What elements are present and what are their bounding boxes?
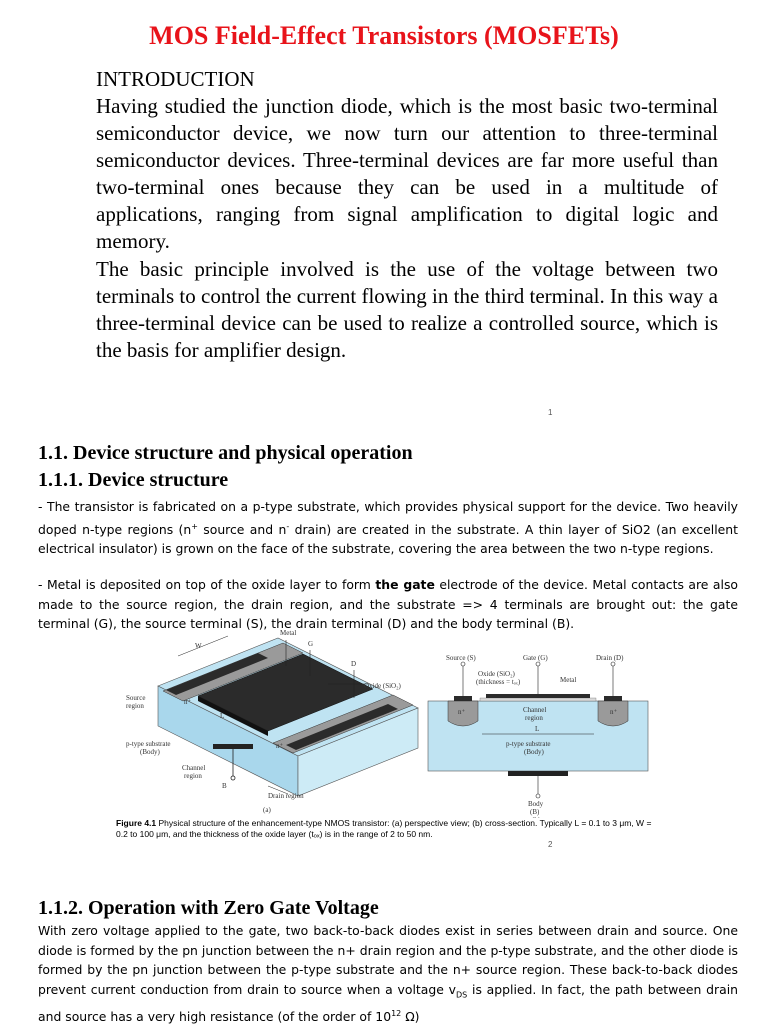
cross-section-view: [428, 654, 648, 818]
label-substrate-a: p-type substrate: [126, 740, 171, 748]
label-channel-a2: region: [184, 772, 202, 780]
label-nplus-a1: n⁺: [184, 698, 192, 706]
label-gate-g: Gate (G): [523, 654, 548, 662]
label-w: W: [195, 642, 202, 650]
label-body-b2: Body: [528, 800, 544, 808]
label-nplus-a2: n⁺: [276, 742, 284, 750]
mosfet-figure: [118, 626, 658, 818]
subsection-heading: 1.1.1. Device structure: [38, 469, 229, 491]
label-source-s: Source (S): [446, 654, 476, 662]
label-thickness: (thickness = tₒₓ): [476, 678, 521, 686]
intro-paragraph-1: Having studied the junction diode, which is the most basic two-terminal semiconductor device, we now turn our attention to three-terminal semiconductor devices. Three-terminal devices are far more useful than two-terminal ones because they can be used in a multitude of applications, ranging from signal amplification to digital logic and memory.: [96, 94, 718, 253]
label-g-a: G: [308, 640, 314, 648]
label-body-a: (Body): [140, 748, 160, 756]
label-nplus-b2: n⁺: [610, 708, 618, 716]
intro-heading: INTRODUCTION: [96, 67, 255, 91]
zero-gate-paragraph: With zero voltage applied to the gate, two back-to-back diodes exist in series between drain and source. One diode is formed by the pn junction between the n+ drain region and the p-type substrate, and the other diode is formed by the pn junction between the p-type substrate and the n+ source region. These back-to-back diodes prevent current conduction from drain to source when a voltage $v_{DS}$ is applied. In fact, the path between drain and source has a very high resistance (of the order of $10^{12}$ Ω): [38, 923, 739, 1025]
label-source-region: Source: [126, 694, 146, 702]
label-l-b: L: [535, 725, 540, 733]
page-number-2: 2: [548, 840, 553, 849]
mosfet-structure-diagram: [118, 626, 658, 818]
label-a: (a): [263, 806, 271, 814]
label-substrate-b: p-type substrate: [506, 740, 551, 748]
section-heading: 1.1. Device structure and physical operation: [38, 442, 413, 464]
label-b-b: (B): [530, 808, 540, 816]
label-oxide-a: Oxide (SiO₂): [364, 682, 401, 690]
label-metal-a: Metal: [280, 629, 297, 637]
label-b-a: B: [222, 782, 227, 790]
label-oxide-b: Oxide (SiO₂): [478, 670, 515, 678]
label-drain-region: Drain region: [268, 792, 304, 800]
label-d-a: D: [351, 660, 357, 668]
label-source-region-2: region: [126, 702, 144, 710]
label-nplus-b1: n⁺: [458, 708, 466, 716]
slide-title: MOS Field-Effect Transistors (MOSFETs): [149, 21, 619, 50]
zero-gate-heading: 1.1.2. Operation with Zero Gate Voltage: [38, 897, 379, 919]
label-l-a: L: [220, 712, 225, 720]
label-metal-b: Metal: [560, 676, 577, 684]
intro-paragraph-2: The basic principle involved is the use of the voltage between two terminals to control the current flowing in the third terminal. In this way a three-terminal device can be used to realize a controlled source, which is the basis for amplifier design.: [96, 257, 718, 362]
structure-paragraph-1: - The transistor is fabricated on a p-type substrate, which provides physical support for the device. Two heavily doped n-type regions (n+ source and n- drain) are created in the substrate. A thin layer of SiO2 (an excellent electrical insulator) is grown on the face of the substrate, covering the area between the two n-type regions.: [38, 499, 738, 557]
label-channel-a: Channel: [182, 764, 206, 772]
figure-caption: Figure 4.1 Physical structure of the enhancement-type NMOS transistor: (a) perspective view; (b) cross-section. Typically L = 0.1 to 3 μm, W = 0.2 to 100 μm, and the thickness of the oxide layer (tₒₓ) is in the range of 2 to 50 nm.: [116, 818, 652, 839]
label-channel-b: Channel: [523, 706, 547, 714]
perspective-view: [126, 629, 418, 814]
label-body-b: (Body): [524, 748, 544, 756]
label-channel-b2: region: [525, 714, 543, 722]
label-drain-d: Drain (D): [596, 654, 624, 662]
page-number-1: 1: [548, 408, 553, 417]
structure-paragraph-2: - Metal is deposited on top of the oxide layer to form the gate electrode of the device. Metal contacts are also made to the source region, the drain region, and the substrate => 4 terminals are brought out: the gate terminal (G), the source terminal (S), the drain terminal (D) and the body terminal (B).: [38, 577, 738, 631]
